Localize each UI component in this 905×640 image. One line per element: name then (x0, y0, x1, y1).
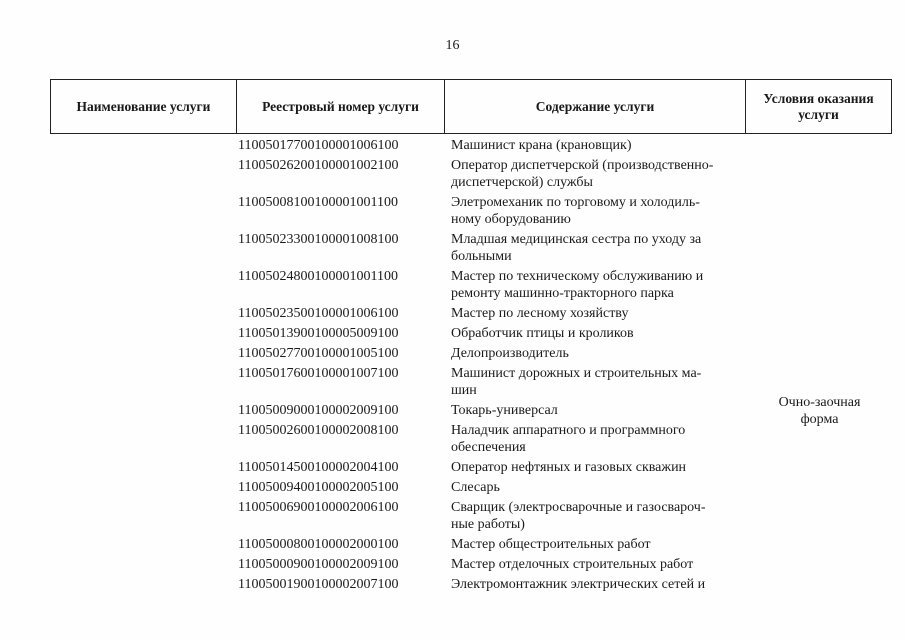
service-content: Обработчик птицы и кроликов (451, 326, 634, 341)
table-row (0, 342, 905, 362)
registry-number: 11005013900100005009100 (238, 326, 399, 341)
registry-number: 11005024800100001001100 (238, 269, 398, 284)
service-content: Машинист крана (крановщик) (451, 138, 632, 153)
registry-number: 11005006900100002006100 (238, 500, 399, 515)
registry-number: 11005001900100002007100 (238, 577, 399, 592)
registry-number: 11005017600100001007100 (238, 366, 399, 381)
table-row (0, 302, 905, 322)
page-number: 16 (445, 38, 460, 53)
registry-number: 11005000900100002009100 (238, 557, 399, 572)
table-row (0, 228, 905, 265)
table-row (0, 533, 905, 553)
table-row (0, 134, 905, 154)
registry-number: 11005000800100002000100 (238, 537, 399, 552)
service-content: Делопроизводитель (451, 346, 569, 361)
header-service-conditions: Условия оказания услуги (746, 80, 892, 134)
service-content: Мастер отделочных строительных работ (451, 557, 694, 572)
table-row (0, 573, 905, 593)
table-row (0, 553, 905, 573)
service-content: Сварщик (электросварочные и газосвароч- ные работы) (451, 500, 706, 532)
service-content: Наладчик аппаратного и программного обеспечения (451, 423, 686, 455)
table-row (0, 456, 905, 476)
table-header (50, 79, 892, 134)
table-row (0, 476, 905, 496)
registry-number: 11005009000100002009100 (238, 403, 399, 418)
service-content: Оператор диспетчерской (производственно- диспетчерской) службы (451, 158, 714, 190)
service-content: Мастер по лесному хозяйству (451, 306, 629, 321)
registry-number: 11005026200100001002100 (238, 158, 399, 173)
registry-number: 11005002600100002008100 (238, 423, 399, 438)
registry-number: 11005027700100001005100 (238, 346, 399, 361)
registry-number: 11005009400100002005100 (238, 480, 399, 495)
header-service-content: Содержание услуги (445, 80, 746, 134)
service-content: Элетромеханик по торговому и холодиль- ному оборудованию (451, 195, 700, 227)
table-row (0, 322, 905, 342)
service-content: Оператор нефтяных и газовых скважин (451, 460, 687, 475)
table-row (0, 496, 905, 533)
registry-number: 11005023300100001008100 (238, 232, 399, 247)
table-body (0, 134, 905, 593)
header-service-name: Наименование услуги (51, 80, 237, 134)
registry-number: 11005017700100001006100 (238, 138, 399, 153)
service-conditions: Очно-заочная форма (778, 395, 861, 427)
service-content: Мастер по техническому обслуживанию и ремонту машинно-тракторного парка (451, 269, 704, 301)
table-row (0, 154, 905, 191)
registry-number: 11005023500100001006100 (238, 306, 399, 321)
service-content: Слесарь (451, 480, 500, 495)
service-content: Машинист дорожных и строительных ма- шин (451, 366, 702, 398)
table-row (0, 265, 905, 302)
registry-number: 11005008100100001001100 (238, 195, 398, 210)
service-content: Младшая медицинская сестра по уходу за больными (451, 232, 702, 264)
service-content: Электромонтажник электрических сетей и (451, 577, 706, 592)
table-row (0, 191, 905, 228)
service-content: Мастер общестроительных работ (451, 537, 651, 552)
registry-number: 11005014500100002004100 (238, 460, 399, 475)
header-registry-number: Реестровый номер услуги (237, 80, 445, 134)
service-content: Токарь-универсал (451, 403, 558, 418)
